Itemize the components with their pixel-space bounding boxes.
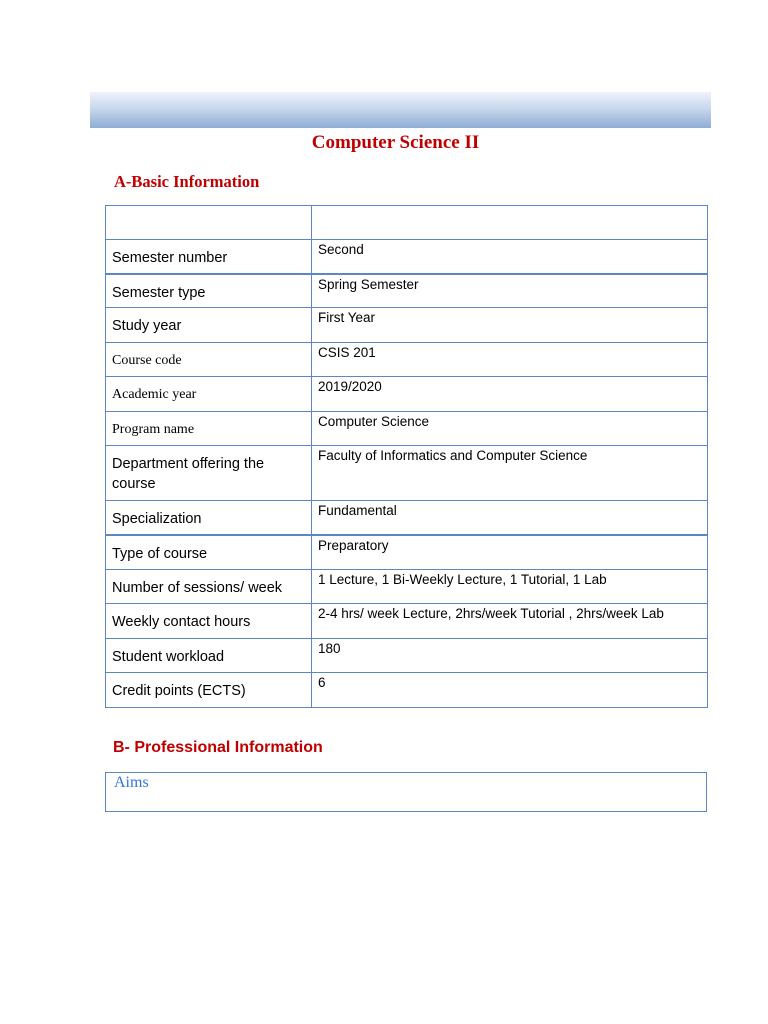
row-label: Specialization bbox=[106, 501, 312, 535]
table-row bbox=[106, 377, 708, 412]
table-row bbox=[106, 274, 708, 308]
row-value: 6 bbox=[312, 673, 708, 708]
row-label: Weekly contact hours bbox=[106, 604, 312, 639]
row-label: Course code bbox=[106, 343, 312, 377]
row-label: Semester type bbox=[106, 274, 312, 308]
row-value: Faculty of Informatics and Computer Science bbox=[312, 446, 708, 501]
row-value: First Year bbox=[312, 308, 708, 343]
header-band bbox=[90, 92, 711, 128]
row-label: Program name bbox=[106, 412, 312, 446]
table-row bbox=[106, 604, 708, 639]
section-a-heading: A-Basic Information bbox=[114, 172, 260, 191]
table-row bbox=[106, 535, 708, 570]
row-value: 180 bbox=[312, 639, 708, 673]
table-row bbox=[106, 240, 708, 274]
row-label: Student workload bbox=[106, 639, 312, 673]
table-row bbox=[106, 412, 708, 446]
basic-info-table bbox=[105, 205, 708, 708]
aims-box bbox=[105, 772, 707, 812]
document-title: Computer Science II bbox=[311, 132, 480, 153]
row-value bbox=[312, 206, 708, 240]
row-label bbox=[106, 206, 312, 240]
row-value: 2019/2020 bbox=[312, 377, 708, 412]
table-row bbox=[106, 343, 708, 377]
row-label: Type of course bbox=[106, 535, 312, 570]
row-value: Spring Semester bbox=[312, 274, 708, 308]
row-value: Fundamental bbox=[312, 501, 708, 535]
row-label: Credit points (ECTS) bbox=[106, 673, 312, 708]
table-row bbox=[106, 206, 708, 240]
row-label: Number of sessions/ week bbox=[106, 570, 312, 604]
table-row bbox=[106, 673, 708, 708]
row-value: CSIS 201 bbox=[312, 343, 708, 377]
aims-label: Aims bbox=[114, 774, 149, 791]
row-label: Department offering the course bbox=[106, 446, 312, 501]
table-row bbox=[106, 639, 708, 673]
table-row bbox=[106, 570, 708, 604]
table-row bbox=[106, 308, 708, 343]
row-value: 2-4 hrs/ week Lecture, 2hrs/week Tutorial , 2hrs/week Lab bbox=[312, 604, 708, 639]
row-value: Preparatory bbox=[312, 535, 708, 570]
row-value: Second bbox=[312, 240, 708, 274]
table-row bbox=[106, 446, 708, 501]
row-label: Semester number bbox=[106, 240, 312, 274]
row-value: 1 Lecture, 1 Bi-Weekly Lecture, 1 Tutorial, 1 Lab bbox=[312, 570, 708, 604]
table-row bbox=[106, 501, 708, 535]
row-label: Study year bbox=[106, 308, 312, 343]
row-label: Academic year bbox=[106, 377, 312, 412]
section-b-heading: B- Professional Information bbox=[113, 739, 323, 756]
row-value: Computer Science bbox=[312, 412, 708, 446]
